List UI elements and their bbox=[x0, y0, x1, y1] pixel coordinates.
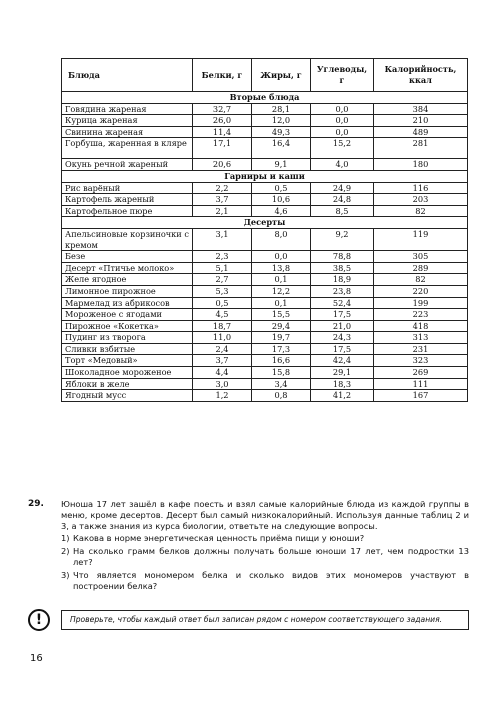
value-cell: 24,9 bbox=[311, 182, 374, 194]
value-cell: 4,0 bbox=[311, 159, 374, 171]
value-cell: 119 bbox=[374, 228, 468, 250]
question-number: 2) bbox=[61, 546, 70, 557]
value-cell: 199 bbox=[374, 297, 468, 309]
dish-name-cell: Лимонное пирожное bbox=[62, 285, 193, 297]
value-cell: 18,7 bbox=[193, 320, 252, 332]
table-row bbox=[62, 194, 468, 206]
dish-name-cell: Говядина жареная bbox=[62, 103, 193, 115]
table-row bbox=[62, 390, 468, 402]
value-cell: 18,3 bbox=[311, 378, 374, 390]
table-row bbox=[62, 115, 468, 127]
group-title: Десерты bbox=[62, 217, 468, 229]
dish-name-cell: Желе ягодное bbox=[62, 274, 193, 286]
table-header-row bbox=[62, 59, 468, 92]
value-cell: 0,0 bbox=[311, 115, 374, 127]
dish-name-cell: Рис варёный bbox=[62, 182, 193, 194]
value-cell: 23,8 bbox=[311, 285, 374, 297]
value-cell: 0,0 bbox=[252, 251, 311, 263]
header-carbs: Углеводы, г bbox=[311, 59, 374, 92]
value-cell: 3,7 bbox=[193, 355, 252, 367]
dish-name-cell: Яблоки в желе bbox=[62, 378, 193, 390]
value-cell: 3,0 bbox=[193, 378, 252, 390]
dish-name-cell: Окунь речной жареный bbox=[62, 159, 193, 171]
value-cell: 16,4 bbox=[252, 138, 311, 159]
value-cell: 41,2 bbox=[311, 390, 374, 402]
dish-name-cell: Апельсиновые корзиночки с кремом bbox=[62, 228, 193, 250]
dish-name-cell: Картофельное пюре bbox=[62, 205, 193, 217]
value-cell: 49,3 bbox=[252, 126, 311, 138]
value-cell: 269 bbox=[374, 367, 468, 379]
group-title: Гарниры и каши bbox=[62, 170, 468, 182]
exclamation-icon: ! bbox=[28, 609, 50, 631]
value-cell: 32,7 bbox=[193, 103, 252, 115]
dish-name-cell: Пирожное «Кокетка» bbox=[62, 320, 193, 332]
value-cell: 3,7 bbox=[193, 194, 252, 206]
value-cell: 15,5 bbox=[252, 309, 311, 321]
dish-name-cell: Безе bbox=[62, 251, 193, 263]
value-cell: 17,1 bbox=[193, 138, 252, 159]
value-cell: 19,7 bbox=[252, 332, 311, 344]
group-row bbox=[62, 217, 468, 229]
dish-name-cell: Сливки взбитые bbox=[62, 343, 193, 355]
value-cell: 0,8 bbox=[252, 390, 311, 402]
header-calories: Калорийность, ккал bbox=[374, 59, 468, 92]
value-cell: 10,6 bbox=[252, 194, 311, 206]
value-cell: 13,8 bbox=[252, 262, 311, 274]
value-cell: 5,3 bbox=[193, 285, 252, 297]
value-cell: 24,8 bbox=[311, 194, 374, 206]
value-cell: 231 bbox=[374, 343, 468, 355]
value-cell: 210 bbox=[374, 115, 468, 127]
table-row bbox=[62, 159, 468, 171]
value-cell: 2,3 bbox=[193, 251, 252, 263]
value-cell: 0,5 bbox=[252, 182, 311, 194]
table-row bbox=[62, 205, 468, 217]
value-cell: 18,9 bbox=[311, 274, 374, 286]
value-cell: 17,5 bbox=[311, 309, 374, 321]
value-cell: 0,1 bbox=[252, 297, 311, 309]
value-cell: 289 bbox=[374, 262, 468, 274]
table-row bbox=[62, 343, 468, 355]
value-cell: 78,8 bbox=[311, 251, 374, 263]
value-cell: 1,2 bbox=[193, 390, 252, 402]
question-1 bbox=[61, 533, 469, 544]
value-cell: 384 bbox=[374, 103, 468, 115]
table-row bbox=[62, 182, 468, 194]
notice bbox=[28, 609, 468, 633]
task-number: 29. bbox=[28, 499, 44, 509]
dish-name-cell: Десерт «Птичье молоко» bbox=[62, 262, 193, 274]
value-cell: 15,2 bbox=[311, 138, 374, 159]
value-cell: 223 bbox=[374, 309, 468, 321]
table-row bbox=[62, 378, 468, 390]
value-cell: 8,5 bbox=[311, 205, 374, 217]
value-cell: 82 bbox=[374, 205, 468, 217]
value-cell: 323 bbox=[374, 355, 468, 367]
table-row bbox=[62, 228, 468, 250]
group-row bbox=[62, 170, 468, 182]
value-cell: 17,5 bbox=[311, 343, 374, 355]
dish-name-cell: Свинина жареная bbox=[62, 126, 193, 138]
value-cell: 3,4 bbox=[252, 378, 311, 390]
value-cell: 313 bbox=[374, 332, 468, 344]
table-row bbox=[62, 274, 468, 286]
question-text: На сколько грамм белков должны получать больше юноши 17 лет, чем подростки 13 лет? bbox=[73, 546, 469, 567]
question-number: 1) bbox=[61, 533, 70, 544]
value-cell: 4,6 bbox=[252, 205, 311, 217]
value-cell: 0,5 bbox=[193, 297, 252, 309]
nutrition-table bbox=[61, 58, 468, 402]
value-cell: 24,3 bbox=[311, 332, 374, 344]
value-cell: 28,1 bbox=[252, 103, 311, 115]
table-row bbox=[62, 126, 468, 138]
question-text: Какова в норме энергетическая ценность приёма пищи у юноши? bbox=[73, 533, 365, 544]
table-row bbox=[62, 320, 468, 332]
dish-name-cell: Ягодный мусс bbox=[62, 390, 193, 402]
value-cell: 16,6 bbox=[252, 355, 311, 367]
dish-name-cell: Торт «Медовый» bbox=[62, 355, 193, 367]
group-title: Вторые блюда bbox=[62, 92, 468, 104]
value-cell: 12,2 bbox=[252, 285, 311, 297]
value-cell: 20,6 bbox=[193, 159, 252, 171]
value-cell: 11,4 bbox=[193, 126, 252, 138]
dish-name-cell: Горбуша, жаренная в кляре bbox=[62, 138, 193, 159]
value-cell: 4,5 bbox=[193, 309, 252, 321]
table-row bbox=[62, 367, 468, 379]
header-fat: Жиры, г bbox=[252, 59, 311, 92]
table-row bbox=[62, 262, 468, 274]
table-row bbox=[62, 103, 468, 115]
page-number: 16 bbox=[30, 653, 43, 664]
value-cell: 9,1 bbox=[252, 159, 311, 171]
dish-name-cell: Мармелад из абрикосов bbox=[62, 297, 193, 309]
value-cell: 0,0 bbox=[311, 103, 374, 115]
value-cell: 12,0 bbox=[252, 115, 311, 127]
group-row bbox=[62, 92, 468, 104]
value-cell: 21,0 bbox=[311, 320, 374, 332]
header-dish: Блюда bbox=[62, 59, 193, 92]
value-cell: 42,4 bbox=[311, 355, 374, 367]
value-cell: 220 bbox=[374, 285, 468, 297]
table-row bbox=[62, 309, 468, 321]
value-cell: 11,0 bbox=[193, 332, 252, 344]
table-row bbox=[62, 251, 468, 263]
value-cell: 305 bbox=[374, 251, 468, 263]
dish-name-cell: Мороженое с ягодами bbox=[62, 309, 193, 321]
value-cell: 52,4 bbox=[311, 297, 374, 309]
value-cell: 2,2 bbox=[193, 182, 252, 194]
value-cell: 167 bbox=[374, 390, 468, 402]
dish-name-cell: Шоколадное мороженое bbox=[62, 367, 193, 379]
dish-name-cell: Курица жареная bbox=[62, 115, 193, 127]
value-cell: 3,1 bbox=[193, 228, 252, 250]
value-cell: 418 bbox=[374, 320, 468, 332]
value-cell: 0,1 bbox=[252, 274, 311, 286]
dish-name-cell: Картофель жареный bbox=[62, 194, 193, 206]
value-cell: 8,0 bbox=[252, 228, 311, 250]
value-cell: 15,8 bbox=[252, 367, 311, 379]
notice-text: Проверьте, чтобы каждый ответ был записан рядом с номером соответствующего задания. bbox=[61, 610, 469, 630]
question-text: Что является мономером белка и сколько видов этих мономеров участвуют в построении белка? bbox=[73, 569, 469, 591]
table-row bbox=[62, 355, 468, 367]
value-cell: 2,4 bbox=[193, 343, 252, 355]
task-text: Юноша 17 лет зашёл в кафе поесть и взял самые калорийные блюда из каждой группы в меню, кроме десертов. Десерт был самый низкокалорийный. Используя данные таблиц 2 и 3, а также знания из курса биологии, ответьте на следующие вопросы. bbox=[61, 499, 469, 531]
value-cell: 38,5 bbox=[311, 262, 374, 274]
value-cell: 116 bbox=[374, 182, 468, 194]
table-row bbox=[62, 138, 468, 159]
value-cell: 9,2 bbox=[311, 228, 374, 250]
header-protein: Белки, г bbox=[193, 59, 252, 92]
value-cell: 0,0 bbox=[311, 126, 374, 138]
value-cell: 29,4 bbox=[252, 320, 311, 332]
value-cell: 2,7 bbox=[193, 274, 252, 286]
dish-name-cell: Пудинг из творога bbox=[62, 332, 193, 344]
value-cell: 2,1 bbox=[193, 205, 252, 217]
value-cell: 5,1 bbox=[193, 262, 252, 274]
value-cell: 180 bbox=[374, 159, 468, 171]
value-cell: 29,1 bbox=[311, 367, 374, 379]
value-cell: 111 bbox=[374, 378, 468, 390]
value-cell: 26,0 bbox=[193, 115, 252, 127]
table-row bbox=[62, 285, 468, 297]
value-cell: 203 bbox=[374, 194, 468, 206]
value-cell: 82 bbox=[374, 274, 468, 286]
question-2 bbox=[61, 546, 469, 568]
value-cell: 281 bbox=[374, 138, 468, 159]
question-3 bbox=[61, 570, 469, 592]
table-row bbox=[62, 332, 468, 344]
table-row bbox=[62, 297, 468, 309]
value-cell: 489 bbox=[374, 126, 468, 138]
value-cell: 4,4 bbox=[193, 367, 252, 379]
question-number: 3) bbox=[61, 569, 70, 580]
value-cell: 17,3 bbox=[252, 343, 311, 355]
